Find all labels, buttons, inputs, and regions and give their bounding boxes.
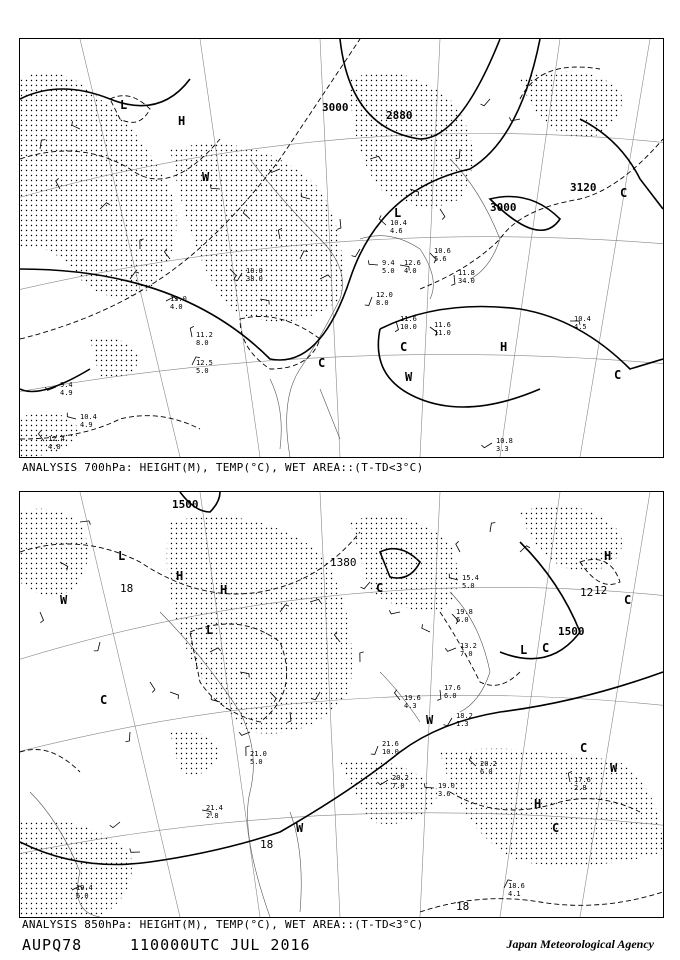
- height-contour-label: 3000: [322, 101, 349, 114]
- station-dewpoint-depression: 4.6: [390, 227, 403, 235]
- station-temperature: 18.2: [456, 712, 473, 720]
- station-temperature: 21.4: [206, 804, 223, 812]
- station-temperature: 9.4: [382, 259, 395, 267]
- station-temperature: 11.6: [400, 315, 417, 323]
- pressure-center-label: H: [176, 569, 184, 583]
- station-temperature: 17.6: [444, 684, 461, 692]
- pressure-center-label: H: [500, 340, 508, 354]
- station-dewpoint-depression: 5.0: [462, 582, 475, 590]
- station-temperature: 21.0: [250, 750, 267, 758]
- wind-barb: [40, 612, 44, 623]
- station-dewpoint-depression: 34.0: [458, 277, 475, 285]
- wind-barb: [389, 610, 400, 614]
- station-temperature: 10.4: [574, 315, 591, 323]
- station-temperature: 9.4: [60, 381, 73, 389]
- contour-label: 18: [456, 900, 470, 913]
- contour-label: 1500: [172, 498, 199, 511]
- station-temperature: 19.8: [456, 608, 473, 616]
- station-dewpoint-depression: 4.3: [404, 702, 417, 710]
- pressure-center-label: W: [202, 170, 210, 184]
- station-temperature: 10.4: [390, 219, 407, 227]
- pressure-center-label: H: [178, 114, 186, 128]
- station-temperature: 11.2: [196, 331, 213, 339]
- chart-850hpa: [19, 491, 664, 918]
- contour-label: 12: [580, 586, 594, 599]
- station-dewpoint-depression: 4.1: [508, 890, 521, 898]
- contour-label: 18: [260, 838, 274, 851]
- wind-barb: [190, 326, 194, 337]
- wind-barb: [456, 541, 460, 552]
- contour-label: 18: [120, 582, 134, 595]
- station-temperature: 11.6: [434, 321, 451, 329]
- station-dewpoint-depression: 5.0: [250, 758, 263, 766]
- pressure-center-label: W: [426, 713, 434, 727]
- station-dewpoint-depression: 2.8: [574, 784, 587, 792]
- wind-barb: [150, 682, 155, 693]
- station-dewpoint-depression: 10.0: [382, 748, 399, 756]
- pressure-center-label: C: [580, 741, 588, 755]
- height-contour-label: 3000: [490, 201, 517, 214]
- pressure-center-label: C: [620, 186, 628, 200]
- station-temperature: 19.6: [404, 694, 421, 702]
- contour-label: 1500: [558, 625, 585, 638]
- chart-700hpa-caption: ANALYSIS 700hPa: HEIGHT(M), TEMP(°C), WET AREA::(T-TD<3°C): [22, 461, 424, 474]
- pressure-center-label: C: [614, 368, 622, 382]
- pressure-center-label: C: [376, 581, 384, 595]
- wind-barb: [440, 209, 445, 220]
- station-dewpoint-depression: 5.0: [196, 367, 209, 375]
- station-temperature: 19.4: [76, 884, 93, 892]
- chart-700hpa-map: [20, 39, 663, 457]
- pressure-center-label: C: [400, 340, 408, 354]
- height-contour-label: 3120: [570, 181, 597, 194]
- pressure-center-label: L: [206, 623, 214, 637]
- pressure-center-label: L: [118, 549, 126, 563]
- station-temperature: 13.0: [170, 295, 187, 303]
- station-temperature: 21.6: [382, 740, 399, 748]
- wind-barb: [445, 648, 456, 651]
- pressure-center-label: W: [610, 761, 618, 775]
- station-dewpoint-depression: 5.0: [382, 267, 395, 275]
- station-temperature: 10.0: [246, 267, 263, 275]
- station-temperature: 10.8: [496, 437, 513, 445]
- station-temperature: 12.4: [48, 435, 65, 443]
- station-dewpoint-depression: 6.0: [456, 616, 469, 624]
- station-dewpoint-depression: 4.9: [80, 421, 93, 429]
- pressure-center-label: L: [520, 643, 528, 657]
- valid-time: 110000UTC JUL 2016: [130, 936, 311, 954]
- chart-850hpa-caption: ANALYSIS 850hPa: HEIGHT(M), TEMP(°C), WET AREA::(T-TD<3°C): [22, 918, 424, 931]
- station-dewpoint-depression: 7.0: [392, 782, 405, 790]
- station-dewpoint-depression: 4.0: [48, 443, 61, 451]
- station-temperature: 13.2: [460, 642, 477, 650]
- station-temperature: 20.2: [480, 760, 497, 768]
- pressure-center-label: W: [405, 370, 413, 384]
- contour-label: 12: [594, 584, 608, 597]
- station-dewpoint-depression: 8.0: [196, 339, 209, 347]
- station-dewpoint-depression: 4.5: [574, 323, 587, 331]
- wind-barb: [437, 690, 441, 700]
- wet-area: [20, 71, 622, 457]
- pressure-center-label: H: [604, 549, 612, 563]
- station-temperature: 12.5: [196, 359, 213, 367]
- pressure-center-label: C: [318, 356, 326, 370]
- station-temperature: 10.6: [434, 247, 451, 255]
- pressure-center-label: W: [296, 821, 304, 835]
- wind-barb: [125, 732, 130, 742]
- wind-barb: [360, 652, 364, 662]
- wind-barb: [480, 99, 490, 106]
- pressure-center-label: L: [120, 98, 128, 112]
- wind-barb: [130, 848, 140, 852]
- station-temperature: 17.6: [574, 776, 591, 784]
- agency-name: Japan Meteorological Agency: [506, 937, 654, 951]
- pressure-center-label: C: [542, 641, 550, 655]
- station-temperature: 10.4: [80, 413, 97, 421]
- height-contour-label: 2880: [386, 109, 413, 122]
- station-temperature: 18.6: [508, 882, 525, 890]
- wind-barb: [67, 413, 76, 419]
- pressure-center-label: H: [534, 797, 542, 811]
- wind-barb: [110, 822, 120, 828]
- wind-barb: [422, 624, 430, 632]
- wind-barb: [481, 443, 492, 448]
- station-dewpoint-depression: 1.3: [456, 720, 469, 728]
- wind-barb: [80, 521, 90, 525]
- pressure-center-label: L: [394, 206, 402, 220]
- station-dewpoint-depression: 4.9: [60, 389, 73, 397]
- station-temperature: 19.0: [438, 782, 455, 790]
- chart-850hpa-map: [20, 492, 663, 917]
- station-temperature: 15.4: [462, 574, 479, 582]
- chart-700hpa: [19, 38, 664, 458]
- pressure-center-label: C: [624, 593, 632, 607]
- wind-barb: [490, 523, 495, 532]
- station-dewpoint-depression: 3.6: [438, 790, 451, 798]
- station-dewpoint-depression: 5.6: [434, 255, 447, 263]
- station-temperature: 20.2: [392, 774, 409, 782]
- station-dewpoint-depression: 38.0: [246, 275, 263, 283]
- station-dewpoint-depression: 3.3: [496, 445, 509, 453]
- wind-barb: [337, 219, 341, 229]
- pressure-center-label: H: [220, 583, 228, 597]
- station-dewpoint-depression: 7.0: [460, 650, 473, 658]
- station-dewpoint-depression: 6.0: [444, 692, 457, 700]
- station-temperature: 11.8: [458, 269, 475, 277]
- wind-barb: [371, 746, 378, 754]
- station-dewpoint-depression: 6.0: [76, 892, 89, 900]
- wind-barb: [365, 297, 372, 305]
- station-dewpoint-depression: 4.0: [404, 267, 417, 275]
- pressure-center-label: C: [552, 821, 560, 835]
- station-temperature: 12.6: [404, 259, 421, 267]
- wind-barb: [368, 260, 378, 265]
- station-dewpoint-depression: 10.0: [400, 323, 417, 331]
- wind-barb: [451, 275, 455, 285]
- station-dewpoint-depression: 2.8: [206, 812, 219, 820]
- contour-label: 1380: [330, 556, 357, 569]
- pressure-center-label: C: [100, 693, 108, 707]
- station-dewpoint-depression: 4.0: [170, 303, 183, 311]
- station-dewpoint-depression: 11.0: [434, 329, 451, 337]
- chart-code: AUPQ78: [22, 936, 83, 954]
- station-dewpoint-depression: 8.0: [376, 299, 389, 307]
- station-dewpoint-depression: 6.0: [480, 768, 493, 776]
- pressure-center-label: W: [60, 593, 68, 607]
- station-temperature: 12.0: [376, 291, 393, 299]
- wind-barb: [94, 642, 100, 651]
- wind-barb: [170, 692, 178, 699]
